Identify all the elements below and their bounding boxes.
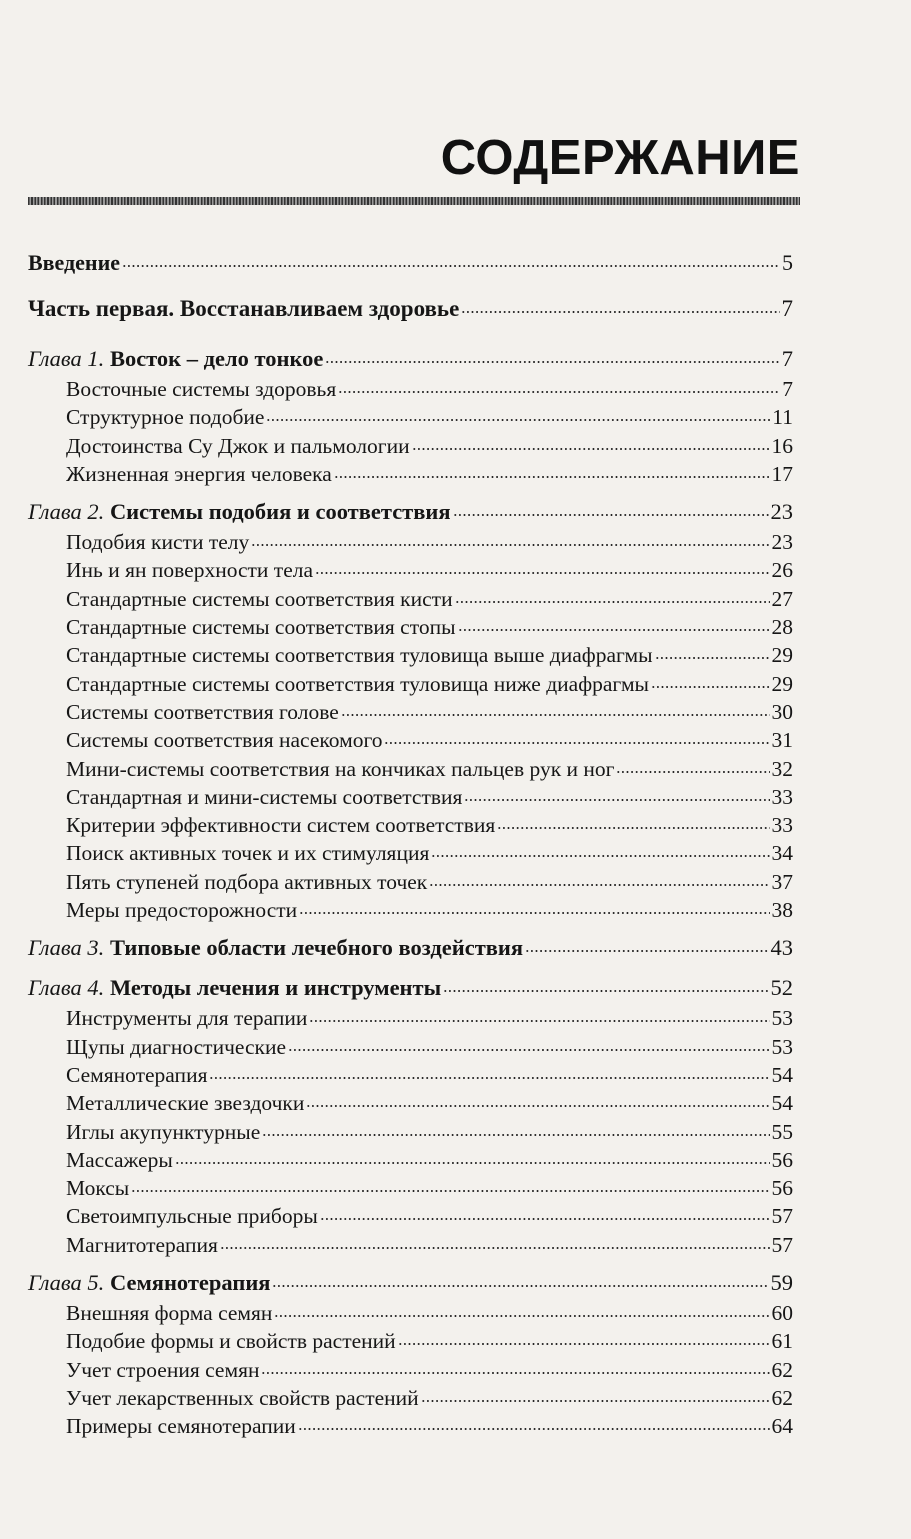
- toc-page-number: 34: [771, 841, 793, 866]
- toc-entry-title: Стандартные системы соответствия кисти: [66, 586, 453, 611]
- title-rule: [28, 197, 800, 205]
- toc-entry-title: Меры предосторожности: [66, 898, 298, 923]
- dot-leader: [131, 1190, 769, 1192]
- dot-leader: [453, 514, 769, 516]
- toc-entry-title: Инь и ян поверхности тела: [66, 558, 314, 583]
- toc-entry-title: Моксы: [66, 1176, 130, 1201]
- toc-page-number: 33: [771, 813, 793, 838]
- toc-entry-sub: [28, 1061, 793, 1089]
- dot-leader: [315, 572, 769, 574]
- toc-page-number: 53: [771, 1034, 793, 1059]
- toc-entry-title: Достоинства Су Джок и пальмологии: [66, 433, 410, 458]
- toc-page-number: 5: [782, 250, 793, 275]
- toc-entry-title: Инструменты для терапии: [66, 1006, 308, 1031]
- toc-entry-sub: [28, 698, 793, 726]
- toc-entry-sub: [28, 1327, 793, 1355]
- toc-entry-title: Светоимпульсные приборы: [66, 1204, 318, 1229]
- toc-entry-sub: [28, 613, 793, 641]
- toc-entry-title: Семянотерапия: [66, 1062, 208, 1087]
- toc-entry-sub: [28, 1202, 793, 1230]
- toc-entry-title: Подобия кисти телу: [66, 530, 250, 555]
- toc-entry-chapter: [28, 971, 793, 1004]
- toc-page-number: 7: [781, 346, 793, 371]
- toc-page-number: 59: [770, 1270, 793, 1296]
- toc-chapter-label: Глава 5.: [28, 1270, 105, 1296]
- dot-leader: [209, 1077, 769, 1079]
- toc-entry-title: Пять ступеней подбора активных точек: [66, 869, 428, 894]
- toc-page-number: 53: [771, 1006, 793, 1031]
- toc-page-number: 57: [771, 1232, 793, 1257]
- toc-chapter-heading: [28, 342, 323, 375]
- dot-leader: [175, 1162, 770, 1164]
- dot-leader: [461, 311, 779, 313]
- toc-entry-title: Учет лекарственных свойств растений: [66, 1385, 419, 1410]
- toc-entry-sub: [28, 1146, 793, 1174]
- toc-chapter-label: Глава 4.: [28, 975, 105, 1001]
- toc-entry-sub: [28, 755, 793, 783]
- toc-page-number: 7: [781, 296, 793, 321]
- dot-leader: [651, 686, 770, 688]
- toc-page-number: 26: [771, 558, 793, 583]
- toc-entry-title: Стандартные системы соответствия стопы: [66, 615, 456, 640]
- dot-leader: [299, 912, 769, 914]
- dot-leader: [341, 714, 770, 716]
- toc-entry-title: Системы соответствия голове: [66, 699, 339, 724]
- toc-entry-title: Системы соответствия насекомого: [66, 728, 383, 753]
- dot-leader: [412, 448, 770, 450]
- toc-entry-title: Учет строения семян: [66, 1357, 260, 1382]
- toc-entry-title: Поиск активных точек и их стимуляция: [66, 841, 430, 866]
- toc-entry-sub: [28, 556, 793, 584]
- toc-entry-sub: [28, 1004, 793, 1032]
- toc-entry-intro: [28, 246, 793, 292]
- toc-entry-sub: [28, 726, 793, 754]
- toc-entry-sub: [28, 868, 793, 896]
- toc-entry-title: Критерии эффективности систем соответствия: [66, 813, 496, 838]
- dot-leader: [320, 1218, 770, 1220]
- toc-page-number: 62: [771, 1385, 793, 1410]
- toc-entry-sub: [28, 460, 793, 488]
- toc-page-number: 62: [771, 1357, 793, 1382]
- toc-page-number: 31: [771, 728, 793, 753]
- toc-chapter-label: Глава 1.: [28, 346, 105, 371]
- toc-page-number: 38: [771, 898, 793, 923]
- dot-leader: [525, 950, 768, 952]
- dot-leader: [429, 884, 769, 886]
- toc-entry-title: Внешняя форма семян: [66, 1301, 273, 1326]
- toc-entry-sub: [28, 1384, 793, 1412]
- toc-chapter-heading: [28, 971, 441, 1004]
- toc-entry-sub: [28, 1089, 793, 1117]
- dot-leader: [274, 1315, 769, 1317]
- dot-leader: [266, 419, 770, 421]
- toc-page-number: 55: [771, 1119, 793, 1144]
- toc-entry-sub: [28, 896, 793, 924]
- dot-leader: [443, 990, 768, 992]
- toc-entry-sub: [28, 670, 793, 698]
- toc-page-number: 56: [771, 1147, 793, 1172]
- toc-entry-title: Щупы диагностические: [66, 1034, 286, 1059]
- toc-page-number: 60: [771, 1301, 793, 1326]
- toc-page-number: 52: [770, 975, 793, 1001]
- dot-leader: [298, 1428, 770, 1430]
- table-of-contents: [28, 246, 793, 1441]
- toc-page-number: 54: [771, 1091, 793, 1116]
- toc-chapter-heading: [28, 931, 523, 964]
- toc-entry-sub: [28, 641, 793, 669]
- dot-leader: [464, 799, 769, 801]
- dot-leader: [306, 1105, 769, 1107]
- toc-page-number: 29: [771, 643, 793, 668]
- toc-entry-title: Иглы акупунктурные: [66, 1119, 261, 1144]
- dot-leader: [431, 855, 769, 857]
- dot-leader: [334, 476, 770, 478]
- toc-entry-sub: [28, 783, 793, 811]
- toc-entry-sub: [28, 1356, 793, 1384]
- toc-page-number: 54: [771, 1062, 793, 1087]
- toc-entry-title: Структурное подобие: [66, 405, 265, 430]
- toc-entry-sub: [28, 839, 793, 867]
- toc-chapter-label: Глава 2.: [28, 499, 105, 525]
- toc-entry-sub: [28, 1033, 793, 1061]
- toc-entry-title: Часть первая. Восстанавливаем здоровье: [28, 296, 460, 321]
- toc-entry-title: Стандартная и мини-системы соответствия: [66, 784, 463, 809]
- toc-entry-chapter: [28, 1266, 793, 1299]
- dot-leader: [616, 771, 769, 773]
- toc-entry-title: Подобие формы и свойств растений: [66, 1329, 396, 1354]
- toc-page-number: 37: [771, 869, 793, 894]
- toc-chapter-heading: [28, 1266, 270, 1299]
- dot-leader: [309, 1020, 769, 1022]
- toc-entry-title: Восточные системы здоровья: [66, 377, 337, 401]
- dot-leader: [455, 601, 770, 603]
- toc-entry-title: Стандартные системы соответствия туловища выше диафрагмы: [66, 643, 653, 668]
- dot-leader: [338, 391, 780, 393]
- toc-entry-title: Стандартные системы соответствия туловища ниже диафрагмы: [66, 671, 649, 696]
- dot-leader: [122, 265, 780, 267]
- dot-leader: [655, 657, 770, 659]
- toc-chapter-title: Типовые области лечебного воздействия: [109, 935, 524, 961]
- toc-entry-sub: [28, 585, 793, 613]
- toc-entry-sub: [28, 1299, 793, 1327]
- toc-entry-sub: [28, 403, 793, 431]
- toc-chapter-label: Глава 3.: [28, 935, 105, 961]
- toc-entry-part: [28, 292, 793, 335]
- dot-leader: [458, 629, 770, 631]
- toc-page-number: 17: [771, 461, 793, 486]
- toc-entry-chapter: [28, 495, 793, 528]
- toc-entry-sub: [28, 375, 793, 403]
- toc-chapter-title: Системы подобия и соответствия: [109, 499, 451, 525]
- toc-entry-sub: [28, 811, 793, 839]
- dot-leader: [398, 1343, 770, 1345]
- toc-page-number: 7: [782, 377, 793, 401]
- toc-page-number: 32: [771, 756, 793, 781]
- dot-leader: [325, 361, 779, 363]
- dot-leader: [384, 742, 769, 744]
- toc-entry-sub: [28, 528, 793, 556]
- toc-entry-sub: [28, 1231, 793, 1259]
- toc-entry-title: Примеры семянотерапии: [66, 1414, 296, 1439]
- toc-page-number: 23: [771, 530, 793, 555]
- dot-leader: [288, 1049, 770, 1051]
- toc-entry-title: Металлические звездочки: [66, 1091, 305, 1116]
- toc-entry-chapter: [28, 931, 793, 964]
- toc-entry-sub: [28, 1118, 793, 1146]
- dot-leader: [220, 1247, 770, 1249]
- toc-entry-chapter: [28, 342, 793, 375]
- toc-page-number: 11: [772, 405, 793, 430]
- dot-leader: [497, 827, 769, 829]
- toc-page-number: 23: [770, 499, 793, 525]
- dot-leader: [261, 1372, 769, 1374]
- page-title: СОДЕРЖАНИЕ: [440, 131, 800, 185]
- toc-chapter-title: Методы лечения и инструменты: [109, 975, 442, 1001]
- toc-entry-sub: [28, 1412, 793, 1440]
- dot-leader: [272, 1285, 768, 1287]
- toc-entry-title: Мини-системы соответствия на кончиках пальцев рук и ног: [66, 756, 615, 781]
- toc-page-number: 30: [771, 699, 793, 724]
- toc-page-number: 16: [771, 433, 793, 458]
- toc-chapter-title: Семянотерапия: [109, 1270, 271, 1296]
- toc-chapter-title: Восток – дело тонкое: [109, 346, 324, 371]
- toc-entry-title: Массажеры: [66, 1147, 173, 1172]
- toc-page-number: 57: [771, 1204, 793, 1229]
- toc-page-number: 29: [771, 671, 793, 696]
- toc-entry-title: Жизненная энергия человека: [66, 461, 332, 486]
- toc-chapter-heading: [28, 495, 451, 528]
- toc-page-number: 43: [770, 935, 793, 961]
- dot-leader: [262, 1134, 769, 1136]
- dot-leader: [421, 1400, 770, 1402]
- toc-page-number: 27: [771, 586, 793, 611]
- toc-page-number: 28: [771, 615, 793, 640]
- toc-page-number: 64: [771, 1414, 793, 1439]
- toc-entry-sub: [28, 1174, 793, 1202]
- toc-entry-sub: [28, 432, 793, 460]
- toc-entry-title: Введение: [28, 250, 121, 275]
- toc-page-number: 56: [771, 1176, 793, 1201]
- toc-entry-title: Магнитотерапия: [66, 1232, 218, 1257]
- toc-page-number: 33: [771, 784, 793, 809]
- toc-page-number: 61: [771, 1329, 793, 1354]
- dot-leader: [251, 544, 769, 546]
